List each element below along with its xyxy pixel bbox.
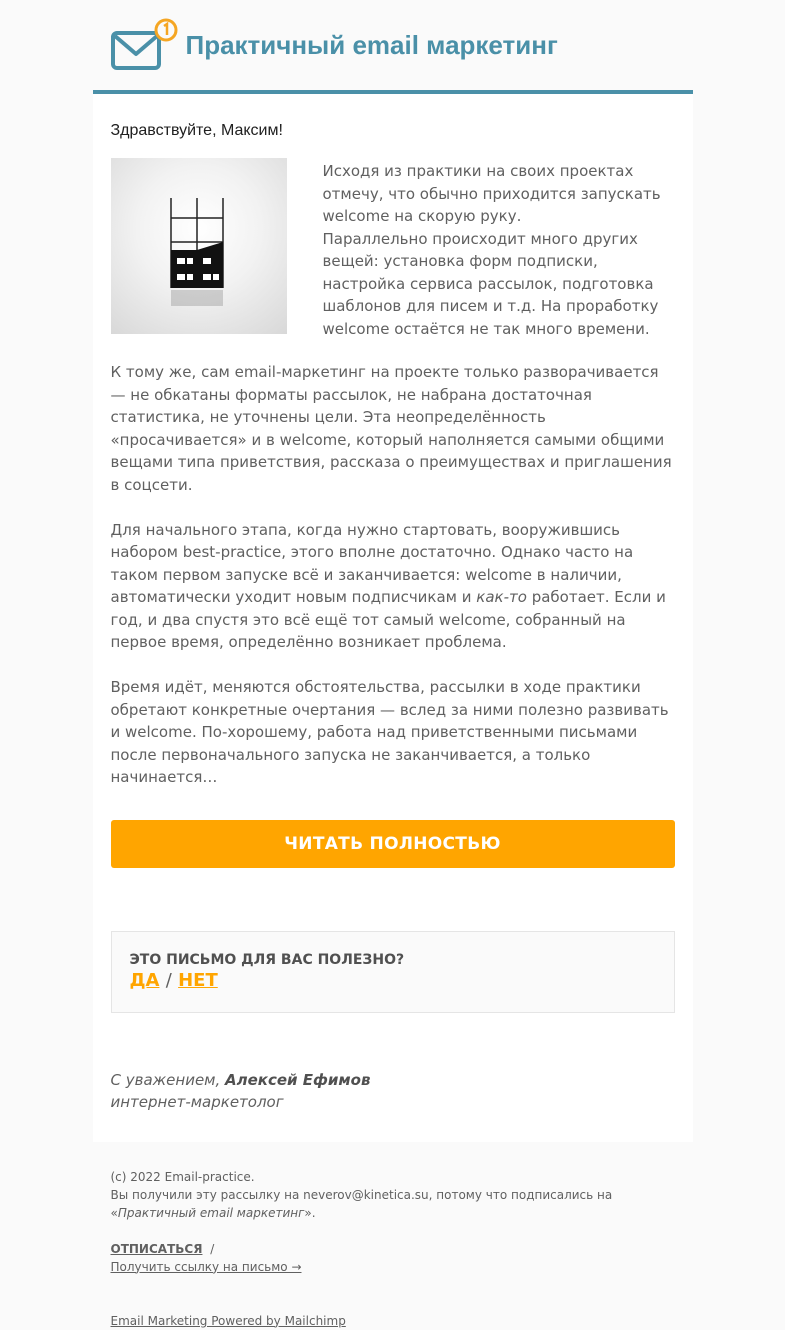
get-link-link[interactable]: Получить ссылку на письмо → <box>110 1259 302 1274</box>
paragraph-2-start: Для начального этапа, когда нужно стартовать, вооружившись набором best-practice, этого вполне достаточно. Однако часто на таком первом запуске всё и заканчивается: welcome в наличии, автоматически уходит новым подписчикам и <box>110 520 634 606</box>
email-header <box>93 0 693 90</box>
paragraph-2-end: работает. Если и год, и два спустя это всё ещё тот самый welcome, собранный на первое время, определённо возникает проблема. <box>110 588 666 651</box>
article-image[interactable] <box>111 158 287 334</box>
building-illustration <box>111 158 287 334</box>
signature-name: Алексей Ефимов <box>225 1070 371 1089</box>
feedback-poll <box>111 931 675 1013</box>
paragraph-3: Время идёт, меняются обстоятельства, рассылки в ходе практики обретают конкретные очертания — вслед за ними полезно развивать и welcome. По-хорошему, работа над приветственными письмами после первоначального запуска не заканчивается, а только начинается… <box>110 678 669 786</box>
poll-answers <box>130 970 656 991</box>
subscription-reason <box>111 1186 675 1222</box>
reason-list-name: Практичный email маркетинг <box>117 1205 305 1220</box>
paragraph-1: К тому же, сам email-маркетинг на проекте только разворачивается — не обкатаны форматы рассылок, не набрана достаточная статистика, не уточнены цели. Эта неопределённость «просачивается» и в welcome, который наполняется самыми общими вещами типа приветствия, рассказа о преимуществах и приглашения в соцсети. <box>110 363 672 494</box>
paragraph-2-emphasis: как-то <box>476 588 527 606</box>
signature-title: интернет-маркетолог <box>110 1093 284 1111</box>
paragraph-2 <box>111 519 675 654</box>
email-container <box>93 0 693 1330</box>
copyright: (c) 2022 Email-practice. <box>110 1169 255 1184</box>
intro-line-2: Параллельно происходит много других вещей: установка форм подписки, настройка сервиса рассылок, подготовка шаблонов для писем и т.д. На проработку welcome остаётся не так много времени. <box>322 229 659 338</box>
mailchimp-badge-link[interactable]: Email Marketing Powered by Mailchimp <box>110 1313 346 1328</box>
signature <box>111 1069 675 1142</box>
footer-links-separator: / <box>210 1241 215 1256</box>
intro-text <box>323 158 675 340</box>
envelope-notification-icon <box>111 18 179 72</box>
poll-yes-link[interactable]: ДА <box>129 969 160 991</box>
poll-no-link[interactable]: НЕТ <box>178 969 218 991</box>
reason-start: Вы получили эту рассылку на neverov@kinetica.su, потому что подписались на « <box>110 1187 613 1220</box>
intro-block <box>111 158 675 340</box>
brand-title: Практичный email маркетинг <box>185 30 558 60</box>
footer-links <box>111 1240 675 1258</box>
email-footer <box>93 1142 693 1330</box>
reason-end: ». <box>304 1205 316 1220</box>
greeting: Здравствуйте, Максим! <box>110 122 283 139</box>
email-body <box>93 94 693 1142</box>
unsubscribe-link[interactable]: ОТПИСАТЬСЯ <box>110 1241 203 1256</box>
poll-separator: / <box>165 969 172 991</box>
intro-line-1: Исходя из практики на своих проектах отмечу, что обычно приходится запускать welcome на скорую руку. <box>322 162 661 225</box>
poll-question: ЭТО ПИСЬМО ДЛЯ ВАС ПОЛЕЗНО? <box>129 951 405 968</box>
signature-prefix: С уважением, <box>110 1070 226 1089</box>
read-more-button[interactable]: ЧИТАТЬ ПОЛНОСТЬЮ <box>111 820 675 868</box>
